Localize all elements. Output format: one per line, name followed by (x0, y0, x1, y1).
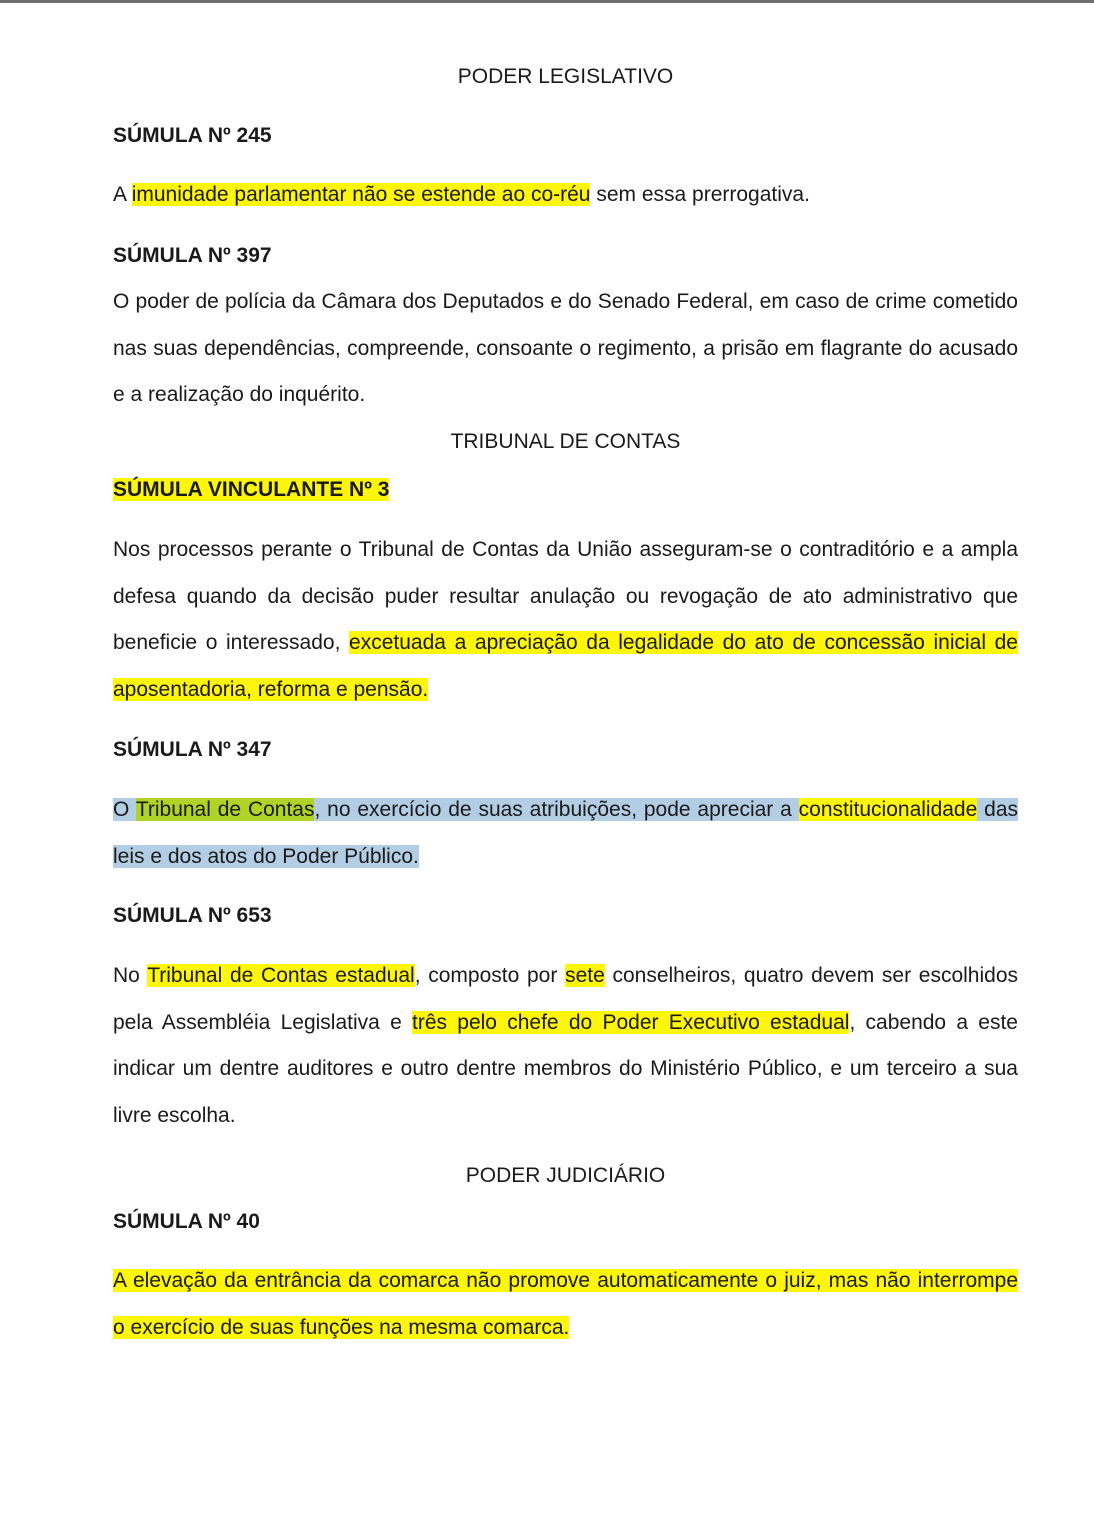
highlight-yellow: constitucionalidade (798, 798, 978, 821)
highlight-yellow: três pelo chefe do Poder Executivo estadual (412, 1010, 850, 1034)
sumula-40-text (113, 1258, 1018, 1351)
sumula-245-title: SÚMULA Nº 245 (113, 124, 272, 147)
text-run: O (113, 798, 136, 821)
text-run: , no exercício de suas atribuições, pode apreciar a (314, 798, 799, 821)
sumula-vinculante-3-title (113, 475, 1018, 505)
highlight-yellow: excetuada a apreciação da legalidade do ato de concessão inicial de aposentadoria, reforma e pensão. (113, 631, 1018, 701)
sumula-40-title: SÚMULA Nº 40 (113, 1210, 260, 1233)
sumula-245-text (113, 172, 1018, 219)
section-heading-tribunal-de-contas: TRIBUNAL DE CONTAS (450, 430, 681, 453)
sumula-vinculante-3-text (113, 527, 1018, 713)
selection-highlight: das leis e dos atos do Poder Público. (113, 798, 1018, 868)
highlight-yellow: SÚMULA VINCULANTE Nº 3 (113, 478, 390, 501)
text-run: Nos processos perante o Tribunal de Contas da União asseguram-se o contraditório e a ampla defesa quando da decisão puder resultar anulação ou revogação de ato administrativo que beneficie o interessado, (113, 538, 1018, 654)
section-heading-poder-judiciario: PODER JUDICIÁRIO (465, 1164, 666, 1187)
sumula-347-title: SÚMULA Nº 347 (113, 738, 272, 761)
text-run: conselheiros, quatro devem ser escolhidos pela Assembléia Legislativa e (113, 964, 1019, 1034)
top-border (0, 0, 1094, 3)
highlight-yellow: imunidade parlamentar não se estende ao co-réu (131, 183, 591, 206)
sumula-397-title: SÚMULA Nº 397 (113, 244, 272, 267)
highlight-yellow: Tribunal de Contas estadual (147, 964, 415, 987)
highlight-yellow: A elevação da entrância da comarca não promove automaticamente o juiz, mas não interrompe o exercício de suas funções na mesma comarca. (113, 1269, 1018, 1339)
text-run: A (113, 183, 132, 206)
text-run: , composto por (414, 964, 566, 987)
highlight-green: Tribunal de Contas (135, 798, 315, 821)
highlight-yellow: sete (565, 964, 605, 987)
section-heading-poder-legislativo: PODER LEGISLATIVO (457, 65, 674, 88)
text-run: , cabendo a este indicar um dentre auditores e outro dentre membros do Ministério Público, e um terceiro a sua livre escolha. (113, 1010, 1018, 1127)
text-run: sem essa prerrogativa. (590, 183, 810, 206)
sumula-347-text (113, 787, 1018, 880)
sumula-653-title: SÚMULA Nº 653 (113, 904, 272, 927)
text-run: No (113, 964, 148, 987)
sumula-397-text: O poder de polícia da Câmara dos Deputados e do Senado Federal, em caso de crime cometido nas suas dependências, compreende, consoante o regimento, a prisão em flagrante do acusado e a realização do inquérito. (113, 290, 1018, 406)
selection-highlight (113, 798, 799, 821)
sumula-653-text (113, 953, 1018, 1139)
